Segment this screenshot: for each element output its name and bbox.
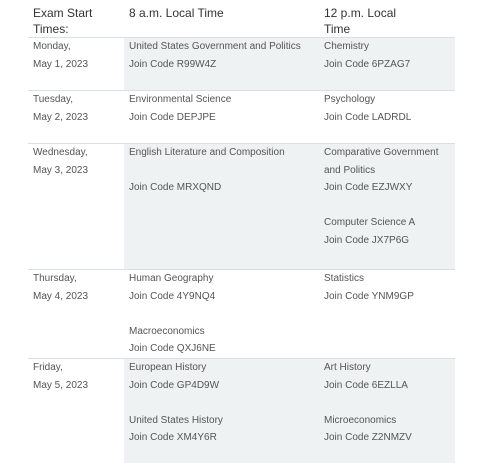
day-date: May 3, 2023 bbox=[33, 164, 89, 176]
join-code: Join Code MRXQND bbox=[129, 182, 222, 194]
exam-subject: Art History bbox=[324, 362, 371, 373]
afternoon-cell bbox=[319, 144, 455, 270]
exam-subject: United States History bbox=[129, 414, 223, 426]
afternoon-cell bbox=[319, 359, 455, 463]
morning-cell bbox=[124, 270, 319, 359]
exam-subject: Chemistry bbox=[324, 41, 370, 52]
day-cell bbox=[28, 270, 124, 359]
day-date: May 1, 2023 bbox=[33, 58, 89, 70]
day-name: Monday, bbox=[33, 41, 71, 52]
header-afternoon-line2: Time bbox=[324, 22, 351, 36]
spacer bbox=[129, 394, 319, 412]
header-afternoon-line1: 12 p.m. Local bbox=[324, 6, 397, 20]
join-code: Join Code 6PZAG7 bbox=[324, 58, 411, 70]
table-row-friday bbox=[28, 359, 455, 463]
exam-schedule-table bbox=[28, 0, 455, 463]
morning-cell bbox=[124, 91, 319, 144]
exam-subject: European History bbox=[129, 362, 207, 373]
join-code: Join Code QXJ6NE bbox=[129, 343, 216, 355]
exam-subject: Human Geography bbox=[129, 273, 214, 284]
spacer bbox=[129, 162, 319, 180]
day-cell bbox=[28, 359, 124, 463]
table-row-thursday bbox=[28, 270, 455, 359]
day-cell bbox=[28, 144, 124, 270]
exam-subject: Statistics bbox=[324, 273, 365, 284]
day-date: May 5, 2023 bbox=[33, 379, 89, 391]
day-name: Thursday, bbox=[33, 273, 77, 284]
spacer bbox=[324, 394, 455, 412]
day-date: May 2, 2023 bbox=[33, 111, 89, 123]
table-header-row bbox=[28, 0, 455, 38]
exam-subject: Macroeconomics bbox=[129, 325, 205, 337]
exam-subject: Computer Science A bbox=[324, 217, 416, 229]
day-cell bbox=[28, 91, 124, 144]
exam-subject: United States Government and Politics bbox=[129, 41, 301, 52]
exam-subject: Microeconomics bbox=[324, 414, 397, 426]
exam-subject-cont: and Politics bbox=[324, 164, 376, 176]
day-date: May 4, 2023 bbox=[33, 290, 89, 302]
join-code: Join Code YNM9GP bbox=[324, 290, 414, 302]
morning-cell bbox=[124, 38, 319, 91]
exam-subject: Psychology bbox=[324, 94, 376, 105]
spacer bbox=[129, 305, 319, 323]
join-code: Join Code R99W4Z bbox=[129, 58, 217, 70]
join-code: Join Code JX7P6G bbox=[324, 234, 410, 246]
exam-subject: English Literature and Composition bbox=[129, 147, 285, 158]
join-code: Join Code XM4Y6R bbox=[129, 432, 217, 444]
header-morning: 8 a.m. Local Time bbox=[129, 6, 224, 20]
join-code: Join Code EZJWXY bbox=[324, 182, 413, 194]
join-code: Join Code LADRDL bbox=[324, 111, 412, 123]
afternoon-cell bbox=[319, 38, 455, 91]
afternoon-cell bbox=[319, 91, 455, 144]
table-row-monday bbox=[28, 38, 455, 91]
spacer bbox=[324, 197, 455, 215]
day-name: Friday, bbox=[33, 362, 63, 373]
exam-subject: Environmental Science bbox=[129, 94, 232, 105]
join-code: Join Code 4Y9NQ4 bbox=[129, 290, 216, 302]
header-afternoon bbox=[319, 0, 455, 38]
join-code: Join Code DEPJPE bbox=[129, 111, 216, 123]
join-code: Join Code 6EZLLA bbox=[324, 379, 408, 391]
afternoon-cell bbox=[319, 270, 455, 359]
morning-cell bbox=[124, 359, 319, 463]
day-name: Wednesday, bbox=[33, 147, 88, 158]
table-row-tuesday bbox=[28, 91, 455, 144]
join-code: Join Code Z2NMZV bbox=[324, 432, 412, 444]
day-cell bbox=[28, 38, 124, 91]
day-name: Tuesday, bbox=[33, 94, 74, 105]
table-row-wednesday bbox=[28, 144, 455, 270]
join-code: Join Code GP4D9W bbox=[129, 379, 220, 391]
morning-cell bbox=[124, 144, 319, 270]
exam-subject: Comparative Government bbox=[324, 147, 439, 158]
header-label: Exam Start Times: bbox=[33, 6, 93, 36]
